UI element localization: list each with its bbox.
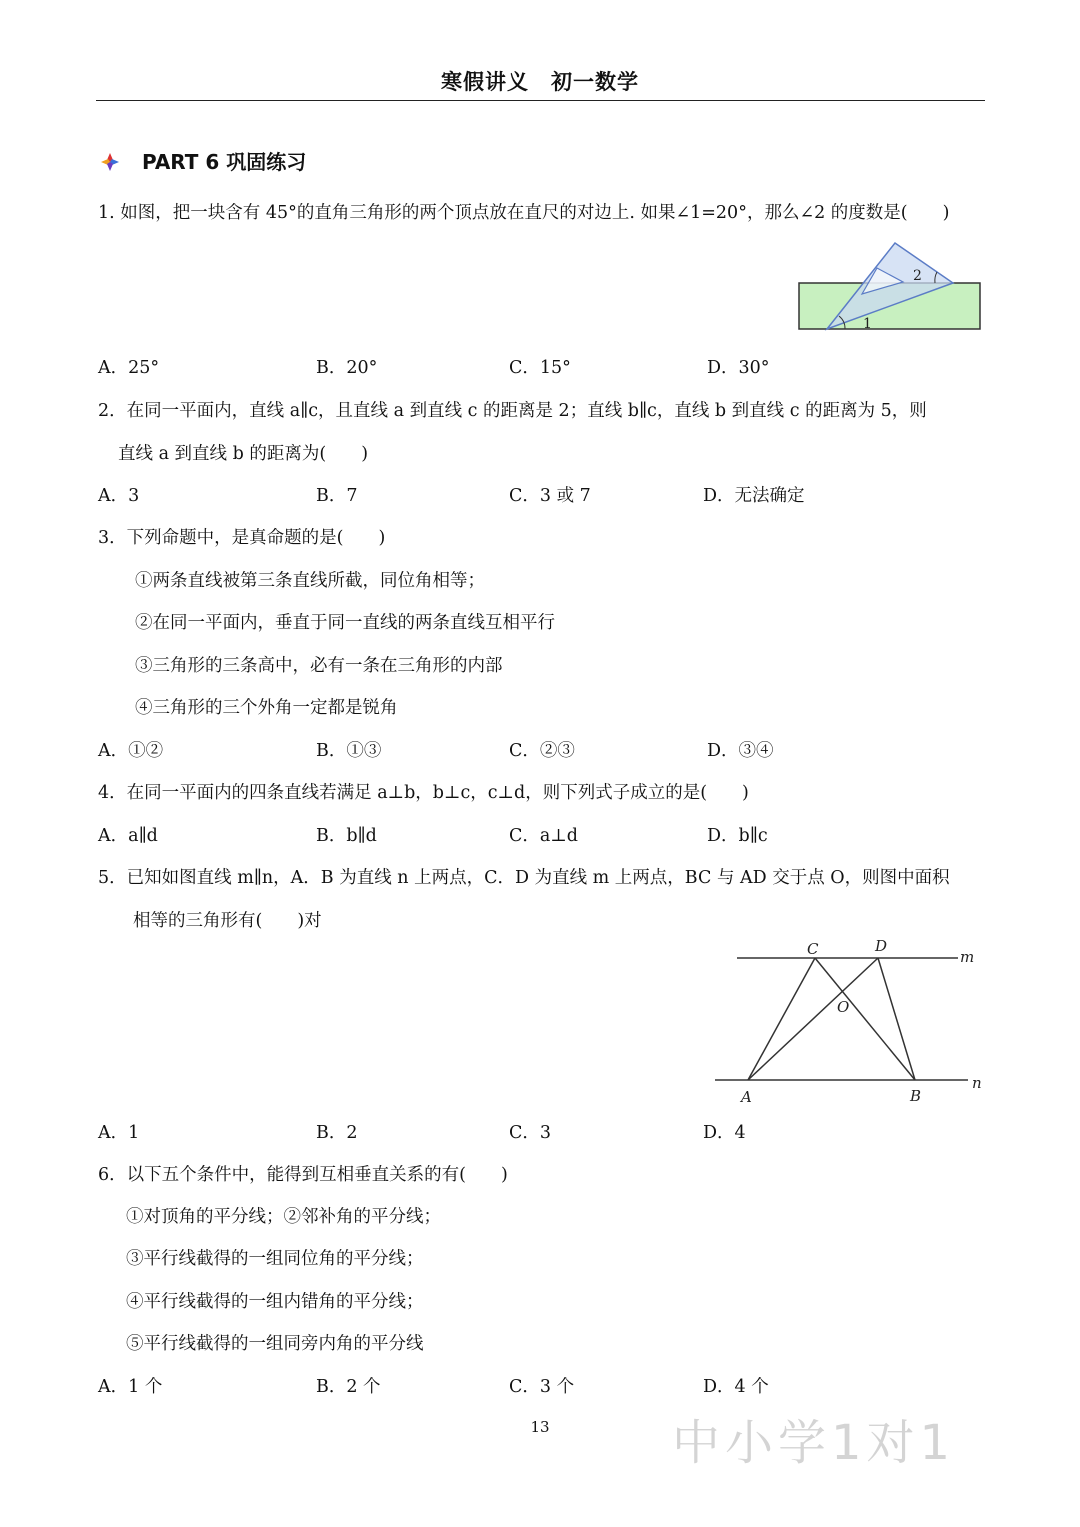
- q6-item-1: ①对顶角的平分线；②邻补角的平分线；: [126, 1207, 441, 1227]
- q3-stem: 3．下列命题中，是真命题的是( ): [98, 528, 386, 548]
- q6-item-2: ③平行线截得的一组同位角的平分线；: [126, 1249, 424, 1269]
- q1-angle2-label: 2: [913, 268, 922, 284]
- q2-option-d[interactable]: D．无法确定: [703, 486, 805, 506]
- q4-option-c[interactable]: C．a⊥d: [509, 826, 578, 846]
- q1-stem: 1. 如图，把一块含有 45°的直角三角形的两个顶点放在直尺的对边上. 如果∠1=20°，那么∠2 的度数是( ): [98, 203, 950, 223]
- q5-label-b: B: [910, 1087, 922, 1105]
- q3-option-a[interactable]: A．①②: [98, 741, 164, 761]
- q6-option-c[interactable]: C．3 个: [509, 1377, 575, 1397]
- q4-option-d[interactable]: D．b∥c: [707, 826, 768, 846]
- q4-option-b[interactable]: B．b∥d: [316, 826, 377, 846]
- q5-label-o: O: [837, 998, 850, 1016]
- q3-option-d[interactable]: D．③④: [707, 741, 774, 761]
- q6-item-4: ⑤平行线截得的一组同旁内角的平分线: [126, 1334, 424, 1354]
- header-divider: [96, 100, 985, 101]
- q5-option-d[interactable]: D．4: [703, 1123, 746, 1143]
- q6-stem: 6．以下五个条件中，能得到互相垂直关系的有( ): [98, 1165, 508, 1185]
- q5-option-a[interactable]: A．1: [98, 1123, 140, 1143]
- q6-option-d[interactable]: D．4 个: [703, 1377, 769, 1397]
- q5-segment-ac: [748, 958, 815, 1080]
- q2-stem-line2: 直线 a 到直线 b 的距离为( ): [118, 444, 369, 464]
- q5-stem-line2: 相等的三角形有( )对: [133, 911, 322, 931]
- q5-figure: [710, 930, 990, 1110]
- q1-option-a[interactable]: A．25°: [98, 358, 160, 378]
- q5-segment-bc: [815, 958, 915, 1080]
- q2-option-c[interactable]: C．3 或 7: [509, 486, 591, 506]
- q3-item-4: ④三角形的三个外角一定都是锐角: [135, 698, 398, 718]
- q4-stem: 4．在同一平面内的四条直线若满足 a⊥b，b⊥c，c⊥d，则下列式子成立的是( ): [98, 783, 749, 803]
- q5-label-a: A: [741, 1088, 752, 1106]
- q2-stem-line1: 2．在同一平面内，直线 a∥c，且直线 a 到直线 c 的距离是 2；直线 b∥c，直线 b 到直线 c 的距离为 5，则: [98, 401, 927, 421]
- q5-label-c: C: [807, 940, 819, 958]
- q6-item-3: ④平行线截得的一组内错角的平分线；: [126, 1292, 424, 1312]
- q3-item-2: ②在同一平面内，垂直于同一直线的两条直线互相平行: [135, 613, 555, 633]
- q5-option-b[interactable]: B．2: [316, 1123, 358, 1143]
- q4-option-a[interactable]: A．a∥d: [98, 826, 158, 846]
- section-bullet-icon: [100, 152, 120, 172]
- q3-item-3: ③三角形的三条高中，必有一条在三角形的内部: [135, 656, 503, 676]
- q5-segment-ad: [748, 958, 878, 1080]
- q6-option-b[interactable]: B．2 个: [316, 1377, 381, 1397]
- q5-option-c[interactable]: C．3: [509, 1123, 552, 1143]
- q1-option-c[interactable]: C．15°: [509, 358, 571, 378]
- q5-label-d: D: [875, 937, 888, 955]
- q5-stem-line1: 5．已知如图直线 m∥n，A．B 为直线 n 上两点，C．D 为直线 m 上两点，BC 与 AD 交于点 O，则图中面积: [98, 868, 950, 888]
- q2-option-a[interactable]: A．3: [98, 486, 140, 506]
- q6-option-a[interactable]: A．1 个: [98, 1377, 163, 1397]
- page-header-title: 寒假讲义 初一数学: [441, 70, 639, 94]
- q5-label-n: n: [972, 1074, 982, 1092]
- q5-label-m: m: [960, 948, 975, 966]
- page-number: 13: [530, 1418, 550, 1436]
- q5-segment-bd: [878, 958, 915, 1080]
- q1-angle1-label: 1: [863, 316, 872, 332]
- q1-figure: [795, 238, 985, 334]
- q3-item-1: ①两条直线被第三条直线所截，同位角相等；: [135, 571, 485, 591]
- q1-option-b[interactable]: B．20°: [316, 358, 378, 378]
- q3-option-b[interactable]: B．①③: [316, 741, 382, 761]
- q1-option-d[interactable]: D．30°: [707, 358, 770, 378]
- q2-option-b[interactable]: B．7: [316, 486, 358, 506]
- section-title: [100, 146, 306, 175]
- watermark: 中小学1对1: [672, 1415, 956, 1471]
- section-title-text: PART 6 巩固练习: [142, 150, 307, 174]
- q3-option-c[interactable]: C．②③: [509, 741, 575, 761]
